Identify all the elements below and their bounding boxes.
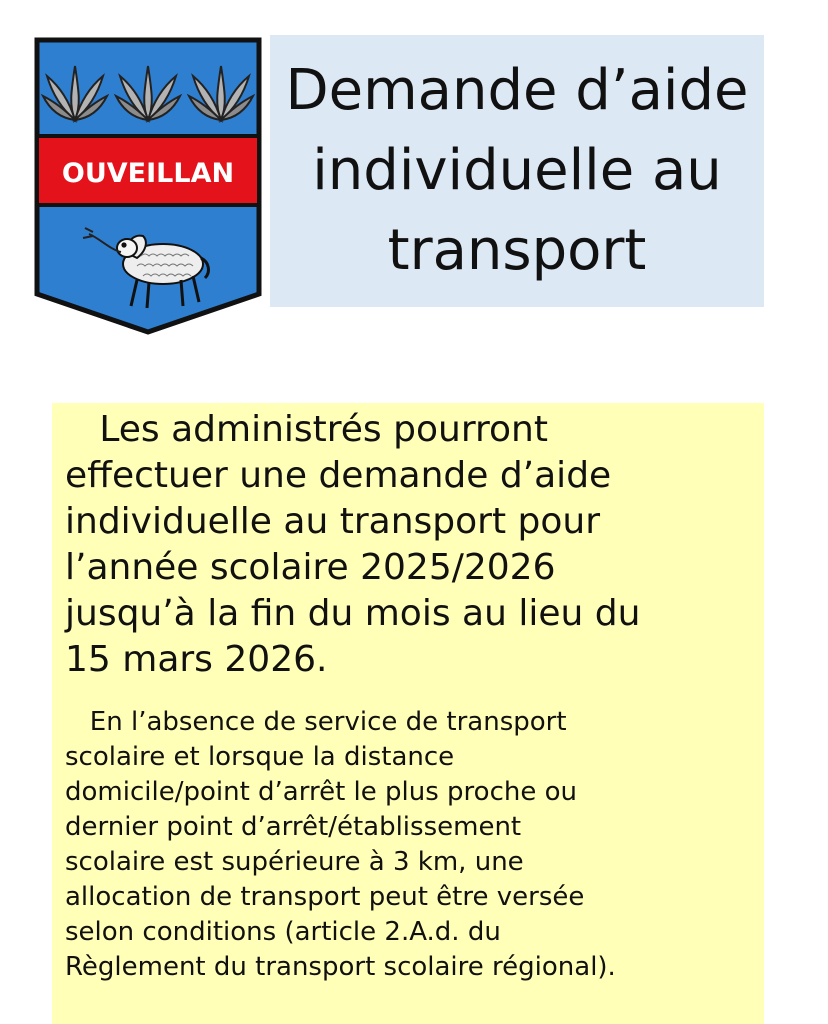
flower-icon — [43, 66, 253, 120]
lead-line: jusqu’à la fin du mois au lieu du — [65, 593, 641, 634]
detail-line: scolaire est supérieure à 3 km, une — [65, 847, 524, 877]
title-line: individuelle au — [312, 138, 722, 203]
detail-line: selon conditions (article 2.A.d. du — [65, 917, 501, 947]
ouveillan-coat-of-arms — [33, 36, 263, 336]
page-title — [276, 51, 759, 291]
detail-line: scolaire et lorsque la distance — [65, 742, 455, 772]
detail-line: domicile/point d’arrêt le plus proche ou — [65, 777, 577, 807]
detail-paragraph — [65, 705, 757, 985]
lead-line: Les administrés pourront — [65, 409, 548, 450]
notice-box — [52, 403, 764, 1024]
lead-line: 15 mars 2026. — [65, 639, 328, 680]
title-banner — [270, 35, 764, 307]
detail-line: Règlement du transport scolaire régional). — [65, 952, 616, 982]
detail-line: En l’absence de service de transport — [65, 707, 567, 737]
detail-line: allocation de transport peut être versée — [65, 882, 585, 912]
crest-town-name: OUVEILLAN — [61, 158, 235, 189]
title-line: Demande d’aide — [285, 58, 749, 123]
lead-line: individuelle au transport pour — [65, 501, 600, 542]
lead-line: effectuer une demande d’aide — [65, 455, 612, 496]
coat-of-arms-icon — [33, 36, 263, 336]
detail-line: dernier point d’arrêt/établissement — [65, 812, 522, 842]
lead-line: l’année scolaire 2025/2026 — [65, 547, 556, 588]
lead-paragraph — [65, 407, 745, 683]
title-line: transport — [387, 218, 647, 283]
